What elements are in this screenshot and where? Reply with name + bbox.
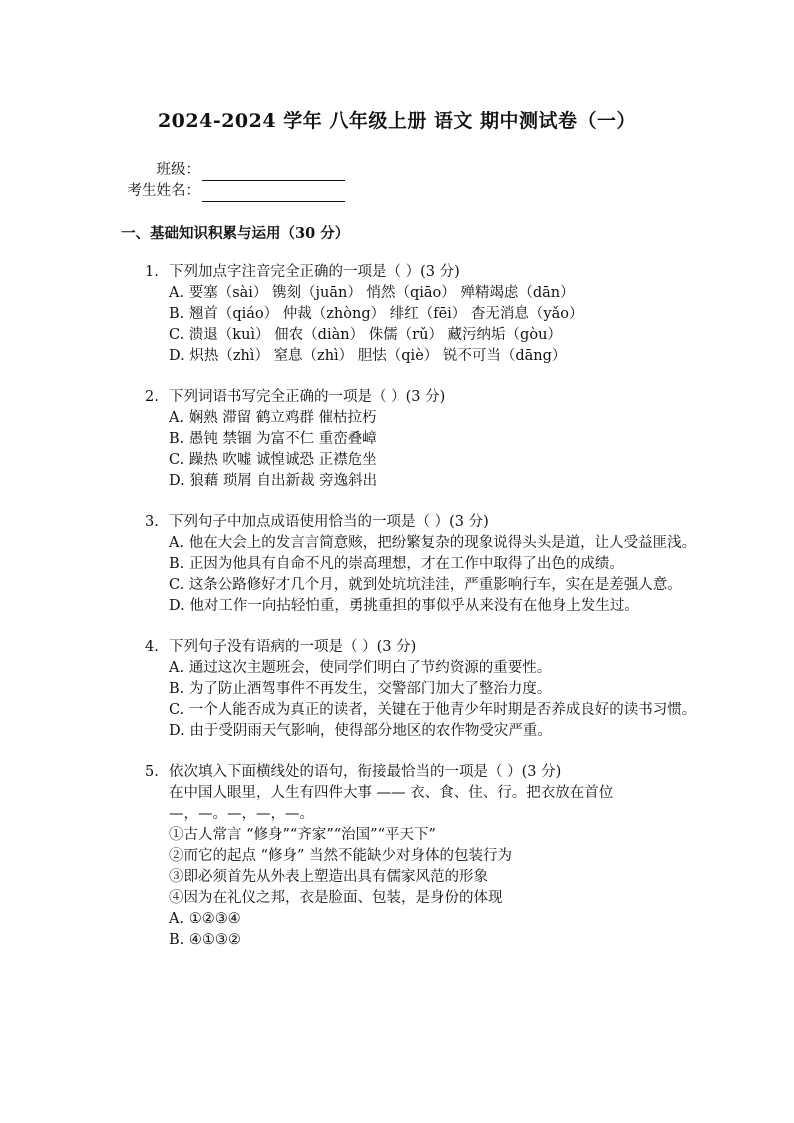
section-heading: 一、基础知识积累与运用（30 分） xyxy=(121,225,350,242)
option-c: C. 这条公路修好才几个月，就到处坑坑洼洼，严重影响行车，实在是差强人意。 xyxy=(169,577,682,593)
option-d: D. 他对工作一向拈轻怕重，勇挑重担的事似乎从来没有在他身上发生过。 xyxy=(169,598,639,614)
student-info xyxy=(118,160,345,202)
question-text: 下列句子中加点成语使用恰当的一项是（ ）(3 分) xyxy=(169,514,489,530)
sentence-4: ④因为在礼仪之邦，衣是脸面、包装，是身份的体现 xyxy=(169,890,503,906)
question-1 xyxy=(145,262,705,367)
question-number: 4. xyxy=(145,639,159,655)
question-text: 下列词语书写完全正确的一项是（ ）(3 分) xyxy=(169,389,446,405)
class-blank[interactable] xyxy=(202,164,345,181)
option-a: A. 通过这次主题班会，使同学们明白了节约资源的重要性。 xyxy=(169,660,552,676)
question-2 xyxy=(145,387,705,492)
question-text: 下列句子没有语病的一项是（ ）(3 分) xyxy=(169,639,417,655)
option-b: B. 正因为他具有自命不凡的崇高理想，才在工作中取得了出色的成绩。 xyxy=(169,556,624,572)
question-stem xyxy=(145,637,705,658)
question-stem xyxy=(145,512,705,533)
option-a: A. 他在大会上的发言言简意赅，把纷繁复杂的现象说得头头是道，让人受益匪浅。 xyxy=(169,535,697,551)
question-number: 1. xyxy=(145,264,159,280)
question-stem xyxy=(145,262,705,283)
question-3 xyxy=(145,512,705,617)
page-title: 2024-2024 学年 八年级上册 语文 期中测试卷（一） xyxy=(157,110,637,132)
question-number: 2. xyxy=(145,389,159,405)
passage-line: 在中国人眼里，人生有四件大事 —— 衣、食、住、行。把衣放在首位 xyxy=(169,785,614,801)
option-c: C. 一个人能否成为真正的读者，关键在于他青少年时期是否养成良好的读书习惯。 xyxy=(169,702,697,718)
question-number: 5. xyxy=(145,764,159,780)
option-a: A. 要塞（sài） 镌刻（juān） 悄然（qiāo） 殚精竭虑（dān） xyxy=(169,285,575,301)
sentence-3: ③即必须首先从外表上塑造出具有儒家风范的形象 xyxy=(169,869,488,885)
option-b: B. 愚钝 禁锢 为富不仁 重峦叠嶂 xyxy=(169,431,377,447)
question-text: 依次填入下面横线处的语句，衔接最恰当的一项是（ ）(3 分) xyxy=(169,764,562,780)
option-a: A. ①②③④ xyxy=(169,911,241,927)
option-c: C. 溃退（kuì） 佃农（diàn） 侏儒（rǔ） 藏污纳垢（gòu） xyxy=(169,327,562,343)
option-d: D. 狼藉 琐屑 自出新裁 旁逸斜出 xyxy=(169,473,378,489)
class-label: 班级： xyxy=(156,162,200,178)
option-b: B. 翘首（qiáo） 仲裁（zhòng） 绯红（fēi） 杳无消息（yǎo） xyxy=(169,306,584,322)
class-row xyxy=(118,160,345,181)
question-4 xyxy=(145,637,705,742)
option-d: D. 由于受阴雨天气影响，使得部分地区的农作物受灾严重。 xyxy=(169,723,552,739)
option-d: D. 炽热（zhì） 窒息（zhì） 胆怯（qiè） 锐不可当（dāng） xyxy=(169,348,567,364)
question-stem xyxy=(145,762,705,783)
question-number: 3. xyxy=(145,514,159,530)
name-label: 考生姓名： xyxy=(127,183,200,199)
sentence-1: ①古人常言 “修身”“齐家”“治国”“平天下” xyxy=(169,827,436,843)
question-5 xyxy=(145,762,705,951)
option-b: B. ④①③② xyxy=(169,932,241,948)
question-list xyxy=(145,262,705,971)
name-row xyxy=(118,181,345,202)
option-b: B. 为了防止酒驾事件不再发生，交警部门加大了整治力度。 xyxy=(169,681,552,697)
passage-blanks: —，—。—，—，—。 xyxy=(169,806,314,822)
name-blank[interactable] xyxy=(202,185,345,202)
sentence-2: ②而它的起点 “修身” 当然不能缺少对身体的包装行为 xyxy=(169,848,513,864)
option-a: A. 娴熟 滞留 鹤立鸡群 催枯拉朽 xyxy=(169,410,377,426)
option-c: C. 躁热 吹嘘 诚惶诚恐 正襟危坐 xyxy=(169,452,377,468)
question-text: 下列加点字注音完全正确的一项是（ ）(3 分) xyxy=(169,264,460,280)
question-stem xyxy=(145,387,705,408)
